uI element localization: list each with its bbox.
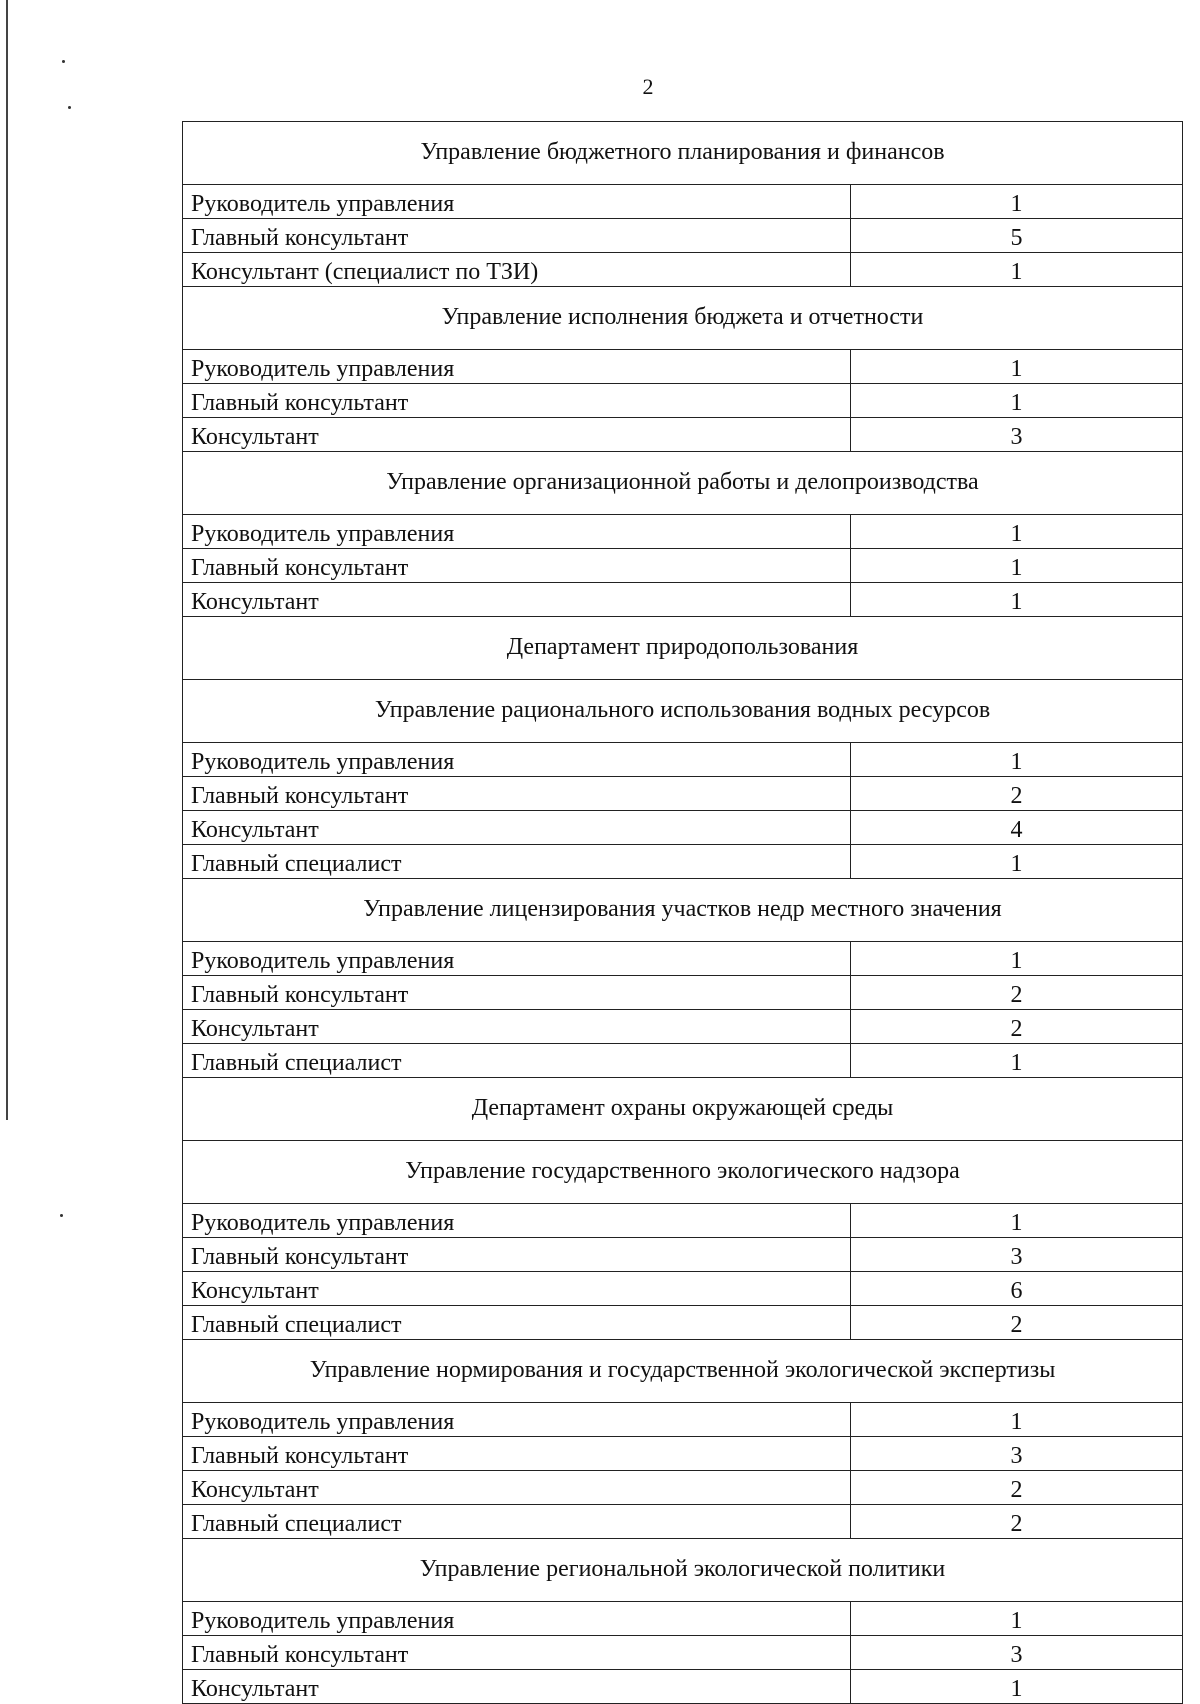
position-title: Руководитель управления (183, 1204, 851, 1238)
table-row (183, 253, 1183, 287)
position-title: Руководитель управления (183, 1403, 851, 1437)
position-title: Руководитель управления (183, 1602, 851, 1636)
table-row (183, 583, 1183, 617)
position-title: Руководитель управления (183, 942, 851, 976)
position-count: 1 (851, 942, 1183, 976)
position-title: Консультант (183, 1272, 851, 1306)
position-title: Консультант (183, 1471, 851, 1505)
position-title: Консультант (специалист по ТЗИ) (183, 253, 851, 287)
scan-speck (60, 1214, 63, 1217)
table-row (183, 1204, 1183, 1238)
page-number: 2 (642, 74, 654, 99)
position-count: 2 (851, 976, 1183, 1010)
position-title: Главный специалист (183, 1306, 851, 1340)
table-row (183, 1010, 1183, 1044)
section-title: Управление государственного экологического надзора (183, 1141, 1183, 1204)
position-title: Главный консультант (183, 1437, 851, 1471)
position-count: 1 (851, 1403, 1183, 1437)
position-count: 4 (851, 811, 1183, 845)
position-title: Главный консультант (183, 549, 851, 583)
position-title: Консультант (183, 418, 851, 452)
table-row (183, 515, 1183, 549)
position-count: 1 (851, 583, 1183, 617)
table-row (183, 976, 1183, 1010)
position-count: 1 (851, 1670, 1183, 1704)
section-title: Управление бюджетного планирования и финансов (183, 122, 1183, 185)
section-title: Управление рационального использования водных ресурсов (183, 680, 1183, 743)
position-count: 2 (851, 1471, 1183, 1505)
section-heading-row (183, 617, 1183, 680)
table-row (183, 1044, 1183, 1078)
table-row (183, 743, 1183, 777)
position-title: Главный специалист (183, 1044, 851, 1078)
position-count: 3 (851, 1238, 1183, 1272)
section-heading-row (183, 452, 1183, 515)
scan-speck (68, 106, 71, 109)
position-title: Главный консультант (183, 1636, 851, 1670)
table-row (183, 1636, 1183, 1670)
position-count: 5 (851, 219, 1183, 253)
table-row (183, 811, 1183, 845)
section-title: Департамент природопользования (183, 617, 1183, 680)
position-title: Консультант (183, 1010, 851, 1044)
position-title: Главный специалист (183, 845, 851, 879)
position-count: 2 (851, 777, 1183, 811)
table-row (183, 418, 1183, 452)
position-title: Главный консультант (183, 219, 851, 253)
section-title: Управление лицензирования участков недр местного значения (183, 879, 1183, 942)
position-title: Главный консультант (183, 976, 851, 1010)
left-margin-rule (6, 0, 8, 1120)
table-row (183, 1238, 1183, 1272)
position-title: Руководитель управления (183, 350, 851, 384)
table-row (183, 1602, 1183, 1636)
table-row (183, 1437, 1183, 1471)
position-title: Консультант (183, 1670, 851, 1704)
section-title: Управление региональной экологической политики (183, 1539, 1183, 1602)
table-row (183, 1670, 1183, 1704)
table-row (183, 1272, 1183, 1306)
table-row (183, 942, 1183, 976)
section-title: Департамент охраны окружающей среды (183, 1078, 1183, 1141)
section-heading-row (183, 1078, 1183, 1141)
section-heading-row (183, 879, 1183, 942)
table-row (183, 384, 1183, 418)
position-count: 1 (851, 845, 1183, 879)
section-title: Управление организационной работы и делопроизводства (183, 452, 1183, 515)
position-count: 3 (851, 418, 1183, 452)
table-row (183, 845, 1183, 879)
section-heading-row (183, 122, 1183, 185)
position-count: 1 (851, 1602, 1183, 1636)
table-row (183, 1505, 1183, 1539)
position-count: 2 (851, 1505, 1183, 1539)
table-row (183, 1471, 1183, 1505)
staffing-table (182, 121, 1183, 1704)
section-title: Управление исполнения бюджета и отчетности (183, 287, 1183, 350)
position-count: 1 (851, 1204, 1183, 1238)
position-count: 3 (851, 1437, 1183, 1471)
position-title: Руководитель управления (183, 743, 851, 777)
position-count: 1 (851, 350, 1183, 384)
position-title: Главный консультант (183, 777, 851, 811)
section-heading-row (183, 287, 1183, 350)
position-title: Консультант (183, 583, 851, 617)
position-title: Руководитель управления (183, 515, 851, 549)
position-title: Консультант (183, 811, 851, 845)
section-heading-row (183, 1340, 1183, 1403)
section-heading-row (183, 1539, 1183, 1602)
position-count: 1 (851, 549, 1183, 583)
position-count: 2 (851, 1306, 1183, 1340)
staffing-table-body (183, 122, 1183, 1704)
position-count: 1 (851, 253, 1183, 287)
position-title: Главный консультант (183, 384, 851, 418)
position-title: Руководитель управления (183, 185, 851, 219)
position-count: 1 (851, 185, 1183, 219)
section-title: Управление нормирования и государственной экологической экспертизы (183, 1340, 1183, 1403)
scan-speck (62, 60, 65, 63)
table-row (183, 549, 1183, 583)
table-row (183, 350, 1183, 384)
table-row (183, 1306, 1183, 1340)
section-heading-row (183, 680, 1183, 743)
table-row (183, 777, 1183, 811)
position-count: 1 (851, 1044, 1183, 1078)
section-heading-row (183, 1141, 1183, 1204)
position-title: Главный консультант (183, 1238, 851, 1272)
table-row (183, 219, 1183, 253)
position-count: 1 (851, 515, 1183, 549)
table-row (183, 185, 1183, 219)
position-count: 1 (851, 384, 1183, 418)
position-title: Главный специалист (183, 1505, 851, 1539)
position-count: 3 (851, 1636, 1183, 1670)
position-count: 6 (851, 1272, 1183, 1306)
position-count: 2 (851, 1010, 1183, 1044)
table-row (183, 1403, 1183, 1437)
position-count: 1 (851, 743, 1183, 777)
